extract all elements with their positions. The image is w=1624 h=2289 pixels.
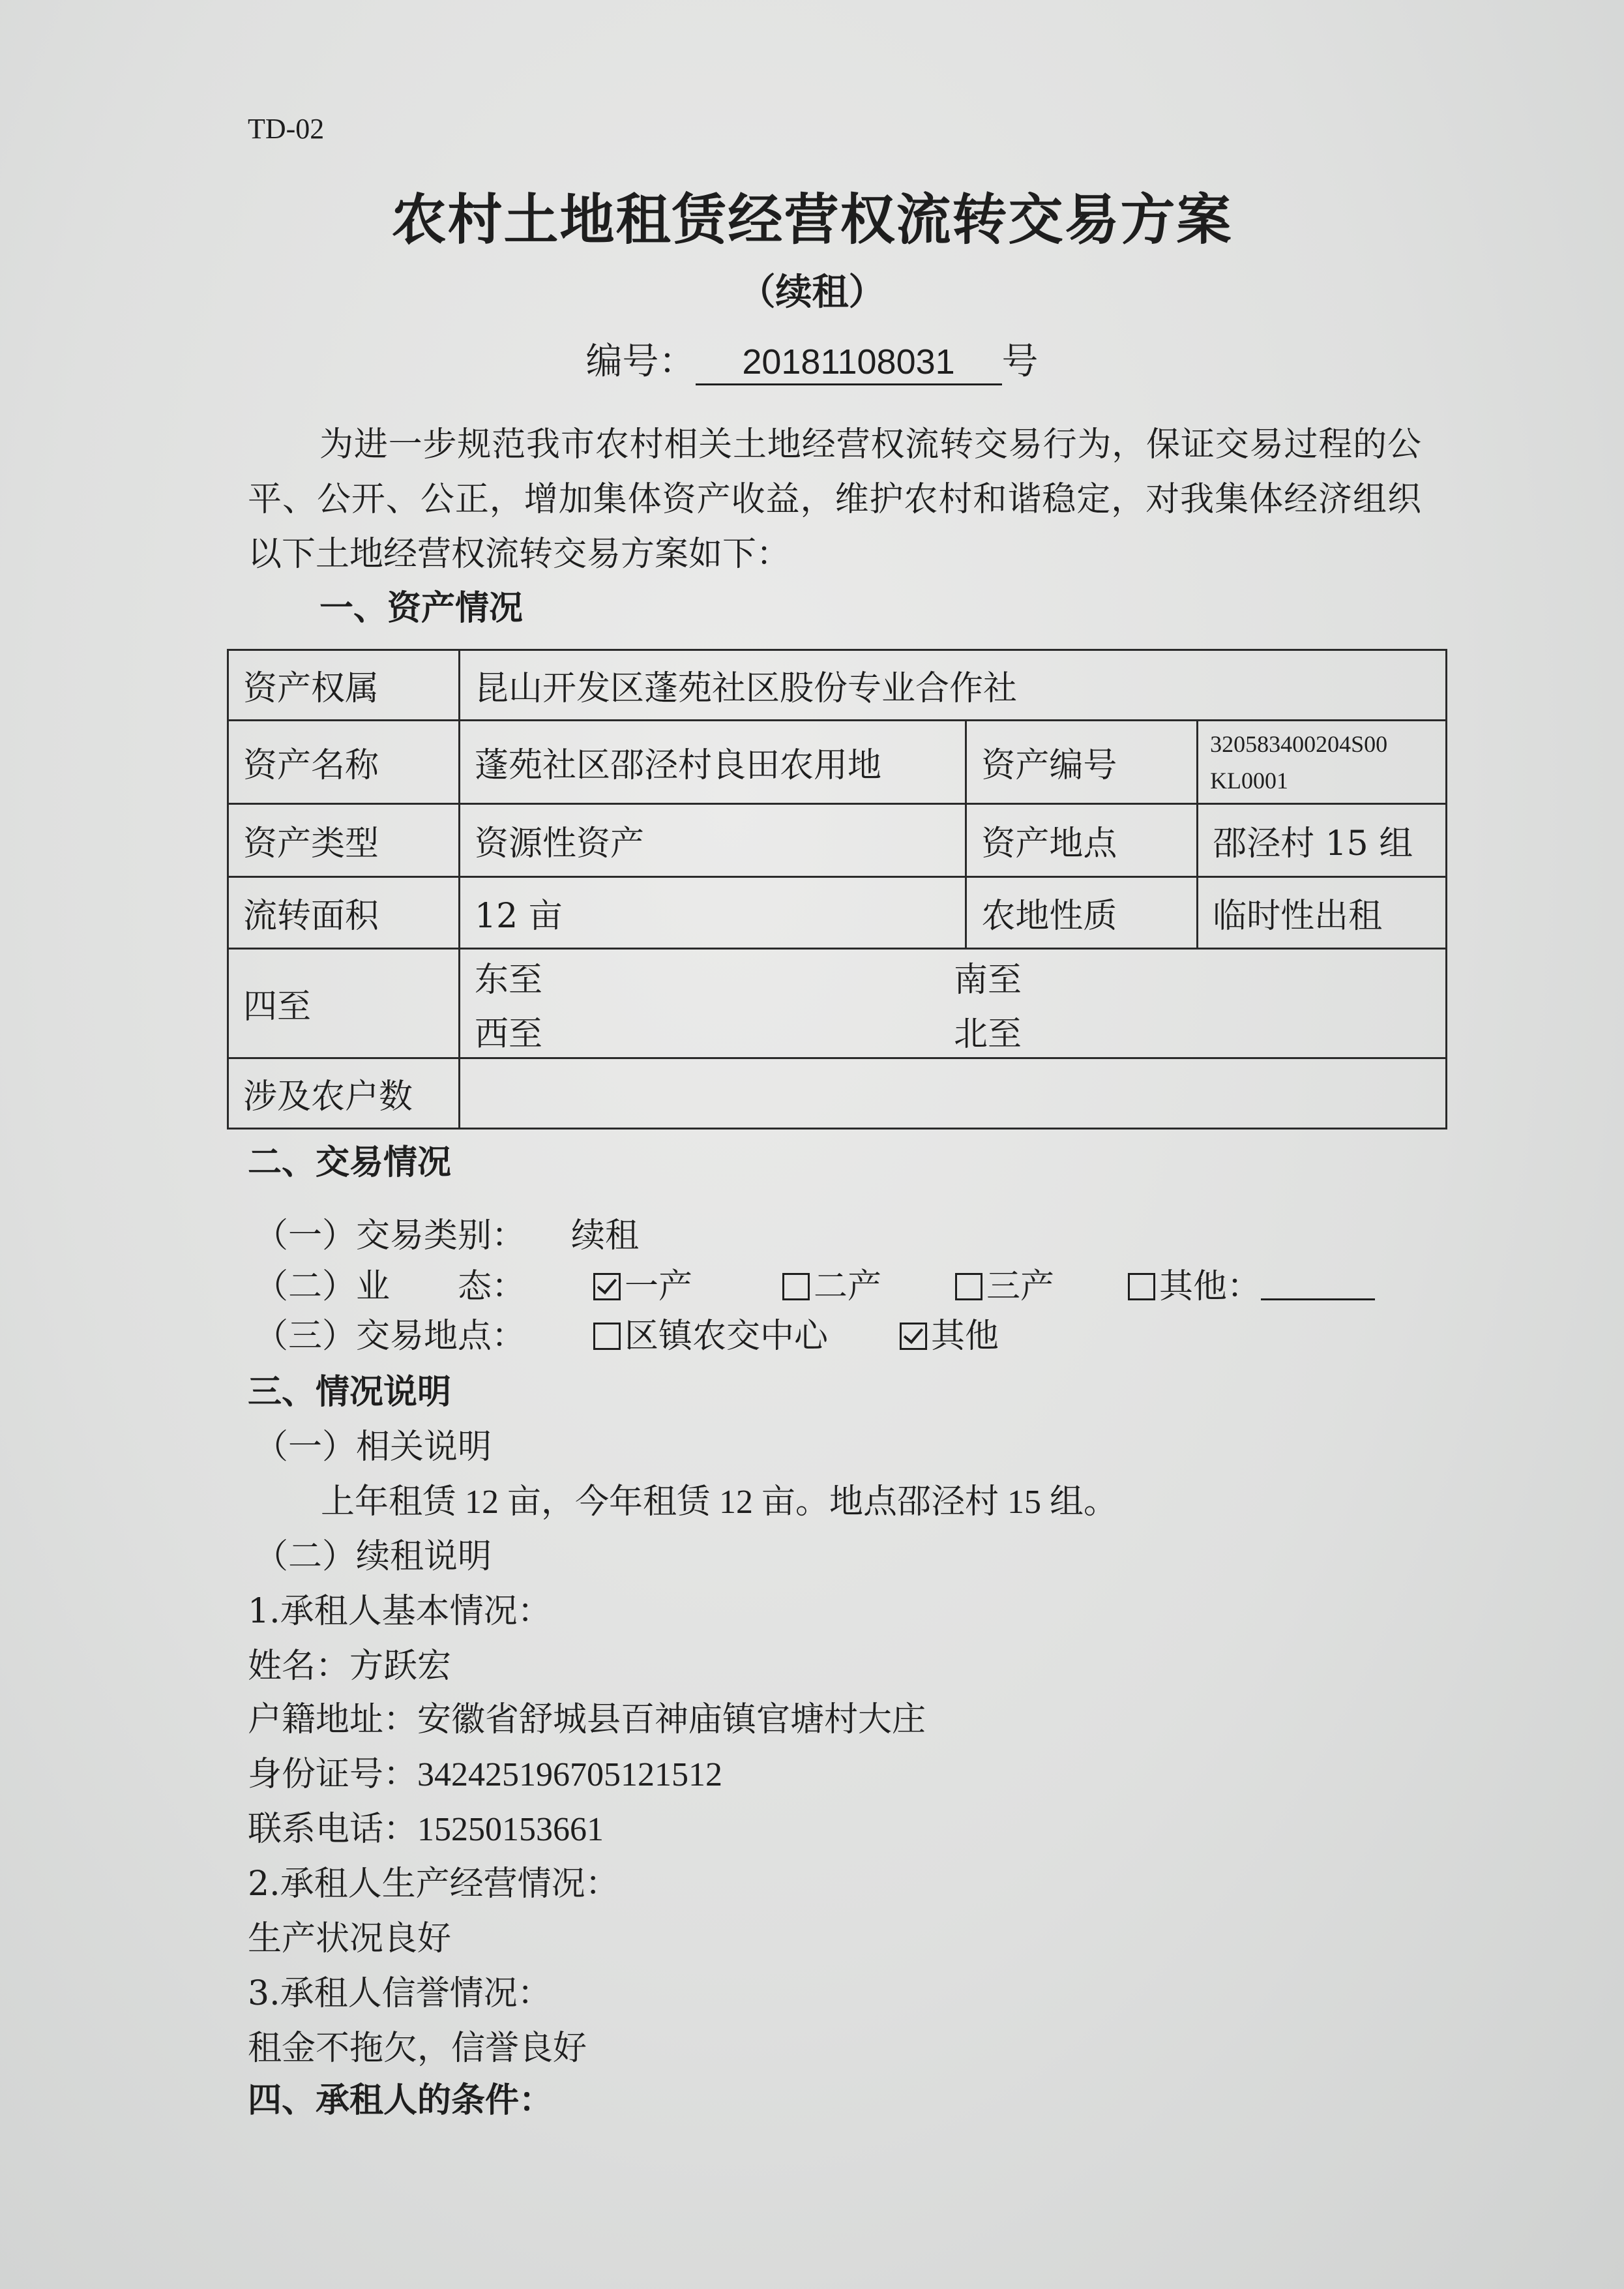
trade-category-row bbox=[254, 1208, 639, 1257]
asset-type-label: 资产类型 bbox=[228, 804, 460, 877]
asset-number-label: 资产编号 bbox=[966, 721, 1198, 804]
sub1-text: 上年租赁 12 亩，今年租赁 12 亩。地点邵泾村 15 组。 bbox=[321, 1484, 1118, 1521]
unchecked-box-icon bbox=[782, 1273, 810, 1300]
asset-type-value: 资源性资产 bbox=[460, 804, 966, 877]
households-label: 涉及农户数 bbox=[228, 1058, 460, 1129]
boundary-west: 西至 bbox=[475, 1014, 543, 1054]
sub1-heading: （一）相关说明 bbox=[254, 1428, 492, 1467]
asset-number-value bbox=[1198, 721, 1447, 804]
boundary-label: 四至 bbox=[228, 949, 460, 1058]
industry-option-secondary[interactable] bbox=[782, 1259, 881, 1308]
place-option-center[interactable] bbox=[593, 1308, 828, 1357]
industry-row bbox=[254, 1259, 1262, 1308]
item2-text: 生产状况良好 bbox=[248, 1919, 452, 1958]
item3-heading: 3.承租人信誉情况： bbox=[248, 1974, 552, 2013]
document-subtitle: （续租） bbox=[739, 271, 885, 314]
asset-name-label: 资产名称 bbox=[228, 721, 460, 804]
unchecked-box-icon bbox=[955, 1273, 982, 1300]
intro-paragraph: 为进一步规范我市农村相关土地经营权流转交易行为，保证交易过程的公平、公开、公正，增加集体资产收益，维护农村和谐稳定，对我集体经济组织以下土地经营权流转交易方案如下： bbox=[248, 425, 1421, 574]
trade-place-label: （三）交易地点： bbox=[254, 1317, 526, 1356]
unchecked-box-icon bbox=[1128, 1273, 1155, 1300]
item3-text: 租金不拖欠，信誉良好 bbox=[248, 2029, 587, 2068]
unchecked-box-icon bbox=[593, 1323, 621, 1350]
industry-option-label: 其他： bbox=[1159, 1267, 1262, 1306]
sub2-heading: （二）续租说明 bbox=[254, 1537, 492, 1576]
trade-category-value: 续租 bbox=[571, 1216, 640, 1255]
area-label: 流转面积 bbox=[228, 877, 460, 949]
land-nature-label: 农地性质 bbox=[966, 877, 1198, 949]
industry-option-label: 三产 bbox=[986, 1267, 1055, 1306]
asset-location-label: 资产地点 bbox=[966, 804, 1198, 877]
households-value bbox=[460, 1058, 1447, 1129]
lessee-phone: 联系电话：15250153661 bbox=[248, 1811, 604, 1848]
boundary-east: 东至 bbox=[475, 960, 543, 1000]
trade-place-row bbox=[254, 1308, 999, 1357]
ownership-label: 资产权属 bbox=[228, 650, 460, 721]
section-2-heading: 二、交易情况 bbox=[248, 1143, 452, 1182]
table-row bbox=[228, 804, 1447, 877]
place-option-label: 其他 bbox=[931, 1317, 999, 1356]
other-blank-line bbox=[1261, 1272, 1375, 1300]
lessee-name: 姓名：方跃宏 bbox=[248, 1647, 452, 1686]
asset-number-line-2: KL0001 bbox=[1210, 767, 1289, 794]
area-value: 12 亩 bbox=[460, 877, 966, 949]
serial-suffix: 号 bbox=[1001, 340, 1039, 383]
serial-label: 编号： bbox=[585, 340, 696, 383]
trade-category-label: （一）交易类别： bbox=[254, 1216, 526, 1255]
item1-heading: 1.承租人基本情况： bbox=[248, 1592, 552, 1631]
boundary-south: 南至 bbox=[954, 960, 1022, 1000]
industry-option-primary[interactable] bbox=[593, 1259, 692, 1308]
table-row bbox=[228, 949, 1447, 1058]
table-row bbox=[228, 721, 1447, 804]
lessee-id: 身份证号：342425196705121512 bbox=[248, 1756, 723, 1793]
serial-number-row bbox=[0, 333, 1624, 385]
checked-box-icon bbox=[593, 1273, 621, 1300]
asset-number-line-1: 320583400204S00 bbox=[1210, 730, 1388, 757]
section-3-heading: 三、情况说明 bbox=[248, 1373, 452, 1412]
boundary-cell bbox=[460, 949, 1447, 1058]
industry-option-label: 二产 bbox=[814, 1267, 882, 1306]
table-row bbox=[228, 877, 1447, 949]
asset-name-value: 蓬苑社区邵泾村良田农用地 bbox=[460, 721, 966, 804]
boundary-north: 北至 bbox=[954, 1014, 1022, 1054]
serial-number: 20181108031 bbox=[696, 340, 1002, 385]
item2-heading: 2.承租人生产经营情况： bbox=[248, 1864, 619, 1904]
lessee-address: 户籍地址：安徽省舒城县百神庙镇官塘村大庄 bbox=[248, 1700, 926, 1739]
checked-box-icon bbox=[900, 1323, 927, 1350]
industry-option-other[interactable] bbox=[1128, 1259, 1375, 1308]
place-option-other[interactable] bbox=[900, 1308, 999, 1357]
section-4-heading: 四、承租人的条件： bbox=[248, 2081, 554, 2120]
industry-label: （二）业 态： bbox=[254, 1267, 526, 1306]
table-row bbox=[228, 1058, 1447, 1129]
document-code: TD-02 bbox=[248, 113, 325, 145]
ownership-value: 昆山开发区蓬苑社区股份专业合作社 bbox=[460, 650, 1447, 721]
asset-location-value: 邵泾村 15 组 bbox=[1198, 804, 1447, 877]
land-nature-value: 临时性出租 bbox=[1198, 877, 1447, 949]
industry-option-tertiary[interactable] bbox=[955, 1259, 1054, 1308]
place-option-label: 区镇农交中心 bbox=[625, 1317, 829, 1356]
section-1-heading: 一、资产情况 bbox=[319, 589, 524, 628]
asset-table bbox=[227, 649, 1447, 1130]
industry-option-label: 一产 bbox=[625, 1267, 693, 1306]
document-title: 农村土地租赁经营权流转交易方案 bbox=[391, 188, 1233, 252]
table-row bbox=[228, 650, 1447, 721]
